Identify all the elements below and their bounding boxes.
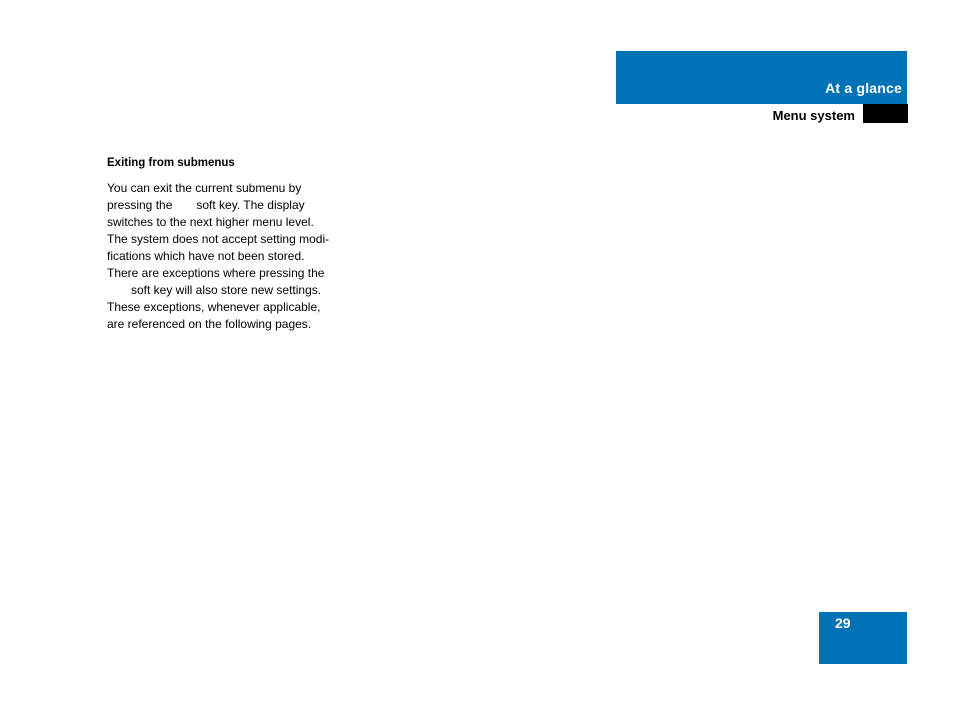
body-text: pressing the (107, 198, 173, 212)
page-number: 29 (835, 615, 851, 631)
content-column (107, 155, 357, 333)
body-line: switches to the next higher menu level. (107, 215, 314, 229)
body-line: fications which have not been stored. (107, 249, 305, 263)
page-number-box (819, 612, 907, 664)
section-heading: Exiting from submenus (107, 157, 235, 169)
section-tab-marker (863, 104, 908, 123)
header-band (616, 51, 907, 104)
body-line (107, 197, 357, 214)
body-text: soft key will also store new settings. (131, 283, 322, 297)
section-title: At a glance (825, 80, 902, 96)
body-line: are referenced on the following pages. (107, 317, 312, 331)
body-line: There are exceptions where pressing the (107, 266, 325, 280)
body-line: These exceptions, whenever applicable, (107, 300, 321, 314)
subsection-title: Menu system (772, 108, 855, 123)
body-line (107, 282, 357, 299)
body-text: soft key. The display (196, 198, 305, 212)
body-line: The system does not accept setting modi- (107, 232, 330, 246)
body-line: You can exit the current submenu by (107, 181, 302, 195)
